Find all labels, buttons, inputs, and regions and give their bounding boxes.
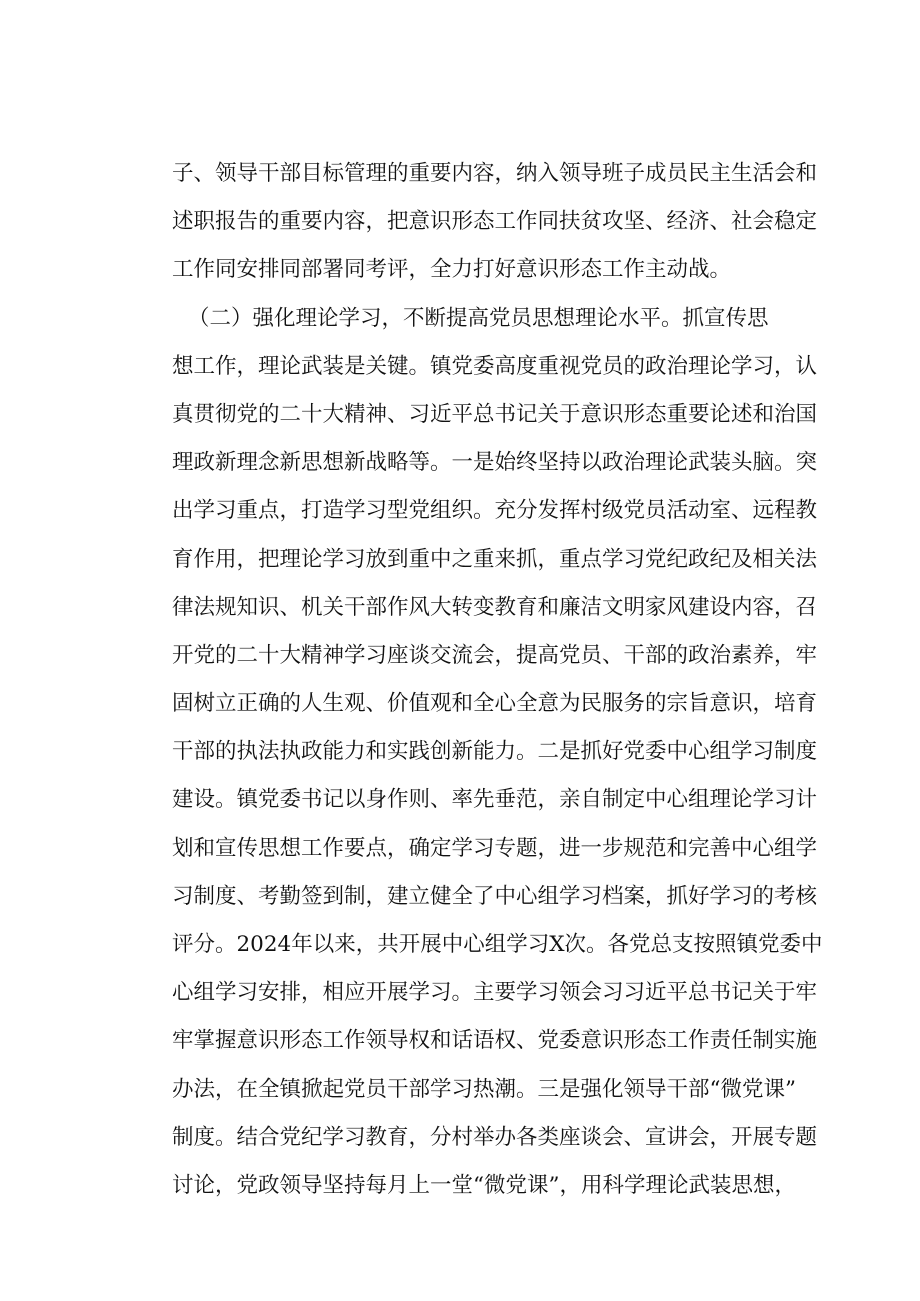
text-line: 律法规知识、机关干部作风大转变教育和廉洁文明家风建设内容，召 — [172, 594, 818, 620]
text-line: 工作同安排同部署同考评，全力打好意识形态工作主动战。 — [172, 257, 732, 283]
text-line: 讨论，党政领导坚持每月上一堂“微党课”，用科学理论武装思想， — [172, 1172, 796, 1198]
text-line: 真贯彻党的二十大精神、习近平总书记关于意识形态重要论述和治国 — [172, 401, 818, 427]
text-line: 述职报告的重要内容，把意识形态工作同扶贫攻坚、经济、社会稳定 — [172, 209, 818, 235]
text-line: 开党的二十大精神学习座谈交流会，提高党员、干部的政治素养，牢 — [172, 642, 818, 668]
text-line: 干部的执法执政能力和实践创新能力。二是抓好党委中心组学习制度 — [172, 739, 818, 765]
text-line: 制度。结合党纪学习教育，分村举办各类座谈会、宣讲会，开展专题 — [172, 1124, 818, 1150]
text-line: 理政新理念新思想新战略等。一是始终坚持以政治理论武装头脑。突 — [172, 450, 818, 476]
text-line: 办法，在全镇掀起党员干部学习热潮。三是强化领导干部“微党课” — [172, 1076, 796, 1102]
text-line: 想工作，理论武装是关键。镇党委高度重视党员的政治理论学习，认 — [172, 353, 818, 379]
text-line: 出学习重点，打造学习型党组织。充分发挥村级党员活动室、远程教 — [172, 498, 818, 524]
text-line: 固树立正确的人生观、价值观和全心全意为民服务的宗旨意识，培育 — [172, 691, 818, 717]
document-body — [172, 150, 832, 1210]
text-line: 习制度、考勤签到制，建立健全了中心组学习档案，抓好学习的考核 — [172, 883, 818, 909]
paragraph-heading-line: （二）强化理论学习，不断提高党员思想理论水平。抓宣传思 — [188, 305, 769, 331]
text-line: 评分。2024年以来，共开展中心组学习X次。各党总支按照镇党委中 — [172, 932, 823, 957]
text-line: 心组学习安排，相应开展学习。主要学习领会习习近平总书记关于牢 — [172, 980, 818, 1006]
text-line: 子、领导干部目标管理的重要内容，纳入领导班子成员民主生活会和 — [172, 161, 818, 186]
text-line: 建设。镇党委书记以身作则、率先垂范，亲自制定中心组理论学习计 — [172, 787, 818, 813]
text-line: 划和宣传思想工作要点，确定学习专题，进一步规范和完善中心组学 — [172, 835, 818, 861]
text-line: 育作用，把理论学习放到重中之重来抓，重点学习党纪政纪及相关法 — [172, 546, 818, 572]
text-line: 牢掌握意识形态工作领导权和话语权、党委意识形态工作责任制实施 — [172, 1028, 818, 1054]
